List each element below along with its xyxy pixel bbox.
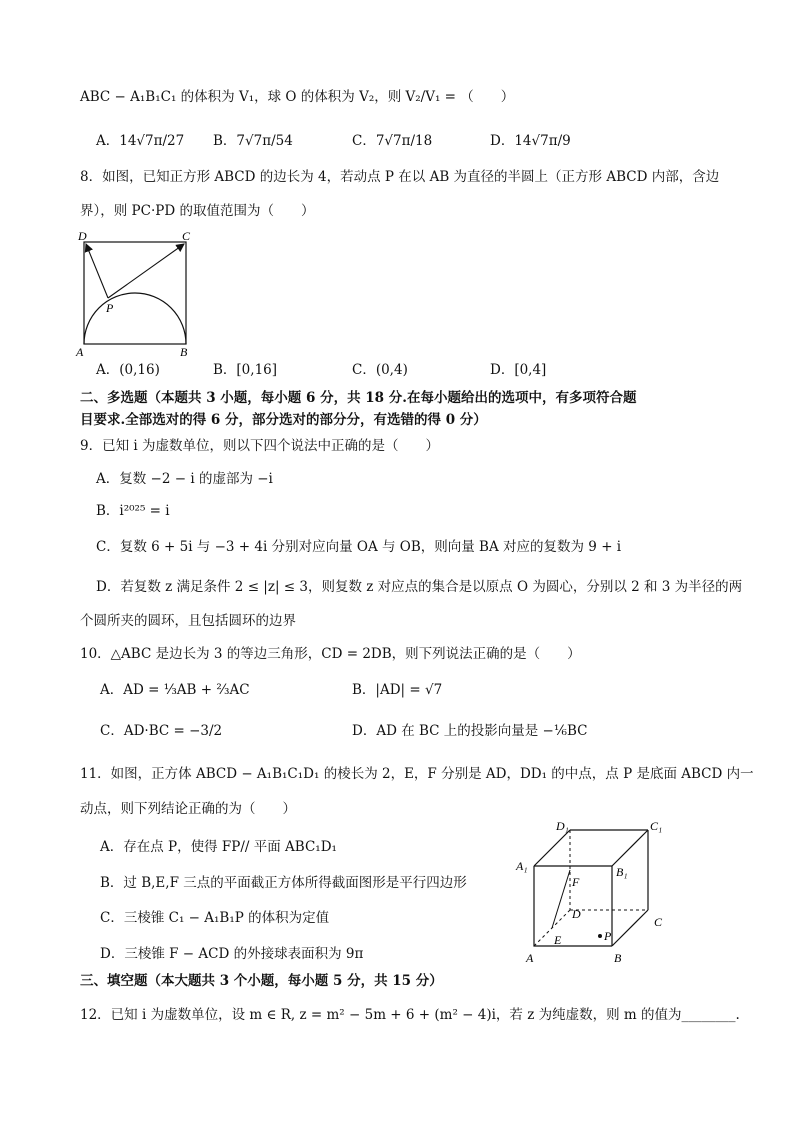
- q9-option-b: B．i²⁰²⁵ = i: [96, 503, 170, 519]
- q10-option-d: D．AD 在 BC 上的投影向量是 −⅙BC: [352, 723, 588, 739]
- q9-option-a: A．复数 −2 − i 的虚部为 −i: [96, 471, 273, 487]
- label-a1: A₁: [516, 859, 528, 873]
- q10-option-b: B．|AD| = √7: [352, 682, 443, 698]
- label-f: F: [572, 875, 580, 889]
- label-c: C: [654, 915, 663, 929]
- label-e: E: [554, 933, 562, 947]
- vector-pc: [108, 244, 184, 298]
- q8-option-c: C．(0,4): [352, 362, 408, 378]
- q10-stem: 10．△ABC 是边长为 3 的等边三角形，CD = 2DB，则下列说法正确的是（ ）: [80, 646, 581, 662]
- section2-heading-line1: 二、多选题（本题共 3 小题，每小题 6 分，共 18 分.在每小题给出的选项中，有多项符合题: [80, 390, 637, 406]
- q8-option-d: D．[0,4]: [490, 362, 547, 378]
- label-d: D: [78, 229, 87, 243]
- q11-option-c: C．三棱锥 C₁ − A₁B₁P 的体积为定值: [100, 910, 330, 926]
- q11-stem-line1: 11．如图，正方体 ABCD − A₁B₁C₁D₁ 的棱长为 2，E，F 分别是 AD，DD₁ 的中点，点 P 是底面 ABCD 内一: [80, 766, 754, 782]
- q8-option-a: A．(0,16): [96, 362, 160, 378]
- q11-option-d: D．三棱锥 F − ACD 的外接球表面积为 9π: [100, 946, 364, 962]
- label-a: A: [76, 345, 84, 358]
- point-p-dot: [598, 934, 602, 938]
- q7-option-c: C．7√7π/18: [352, 133, 433, 149]
- q11-option-a: A．存在点 P，使得 FP// 平面 ABC₁D₁: [100, 839, 337, 855]
- q11-stem-line2: 动点，则下列结论正确的为（ ）: [80, 801, 296, 817]
- label-b: B: [180, 345, 188, 358]
- q12-stem: 12．已知 i 为虚数单位，设 m ∈ R, z = m² − 5m + 6 + (m² − 4)i，若 z 为纯虚数，则 m 的值为________.: [80, 1007, 740, 1023]
- section2-heading-line2: 目要求.全部选对的得 6 分，部分选对的部分分，有选错的得 0 分）: [80, 412, 487, 428]
- section3-heading: 三、填空题（本大题共 3 个小题，每小题 5 分，共 15 分）: [80, 973, 443, 989]
- label-d: D: [572, 907, 581, 921]
- edge-a1d1: [534, 830, 570, 866]
- vector-pd: [86, 244, 108, 298]
- cube-figure: [508, 818, 684, 968]
- q7-option-a: A．14√7π/27: [96, 133, 185, 149]
- q9-option-d-line1: D．若复数 z 满足条件 2 ≤ |z| ≤ 3，则复数 z 对应点的集合是以原点 O 为圆心，分别以 2 和 3 为半径的两: [96, 579, 743, 595]
- q7-continuation: ABC − A₁B₁C₁ 的体积为 V₁，球 O 的体积为 V₂，则 V₂/V₁ = （ ）: [80, 89, 515, 105]
- label-b: B: [614, 951, 622, 965]
- label-a: A: [526, 951, 534, 965]
- q8-stem-line1: 8．如图，已知正方形 ABCD 的边长为 4，若动点 P 在以 AB 为直径的半圆上（正方形 ABCD 内部，含边: [80, 169, 720, 185]
- label-c: C: [182, 229, 191, 243]
- q9-option-d-line2: 个圆所夹的圆环，且包括圆环的边界: [80, 613, 296, 629]
- q9-stem: 9．已知 i 为虚数单位，则以下四个说法中正确的是（ ）: [80, 438, 439, 454]
- q11-option-b: B．过 B,E,F 三点的平面截正方体所得截面图形是平行四边形: [100, 875, 467, 891]
- q8-stem-line2: 界），则 PC·PD 的取值范围为（ ）: [80, 203, 315, 219]
- semicircle-arc: [84, 293, 186, 344]
- q7-option-d: D．14√7π/9: [490, 133, 571, 149]
- q8-option-b: B．[0,16]: [213, 362, 278, 378]
- q9-option-c: C．复数 6 + 5i 与 −3 + 4i 分别对应向量 OA 与 OB，则向量 BA 对应的复数为 9 + i: [96, 539, 622, 555]
- q10-option-a: A．AD = ⅓AB + ⅔AC: [100, 682, 250, 698]
- label-p: P: [604, 929, 612, 943]
- label-p: P: [106, 301, 114, 315]
- square-semicircle-figure: [74, 228, 204, 358]
- label-c1: C₁: [650, 819, 663, 833]
- q10-option-c: C．AD·BC = −3/2: [100, 723, 223, 739]
- edge-bc: [612, 910, 648, 946]
- label-b1: B₁: [616, 865, 628, 879]
- q7-option-b: B．7√7π/54: [213, 133, 293, 149]
- label-d1: D₁: [556, 819, 569, 833]
- edge-b1c1: [612, 830, 648, 866]
